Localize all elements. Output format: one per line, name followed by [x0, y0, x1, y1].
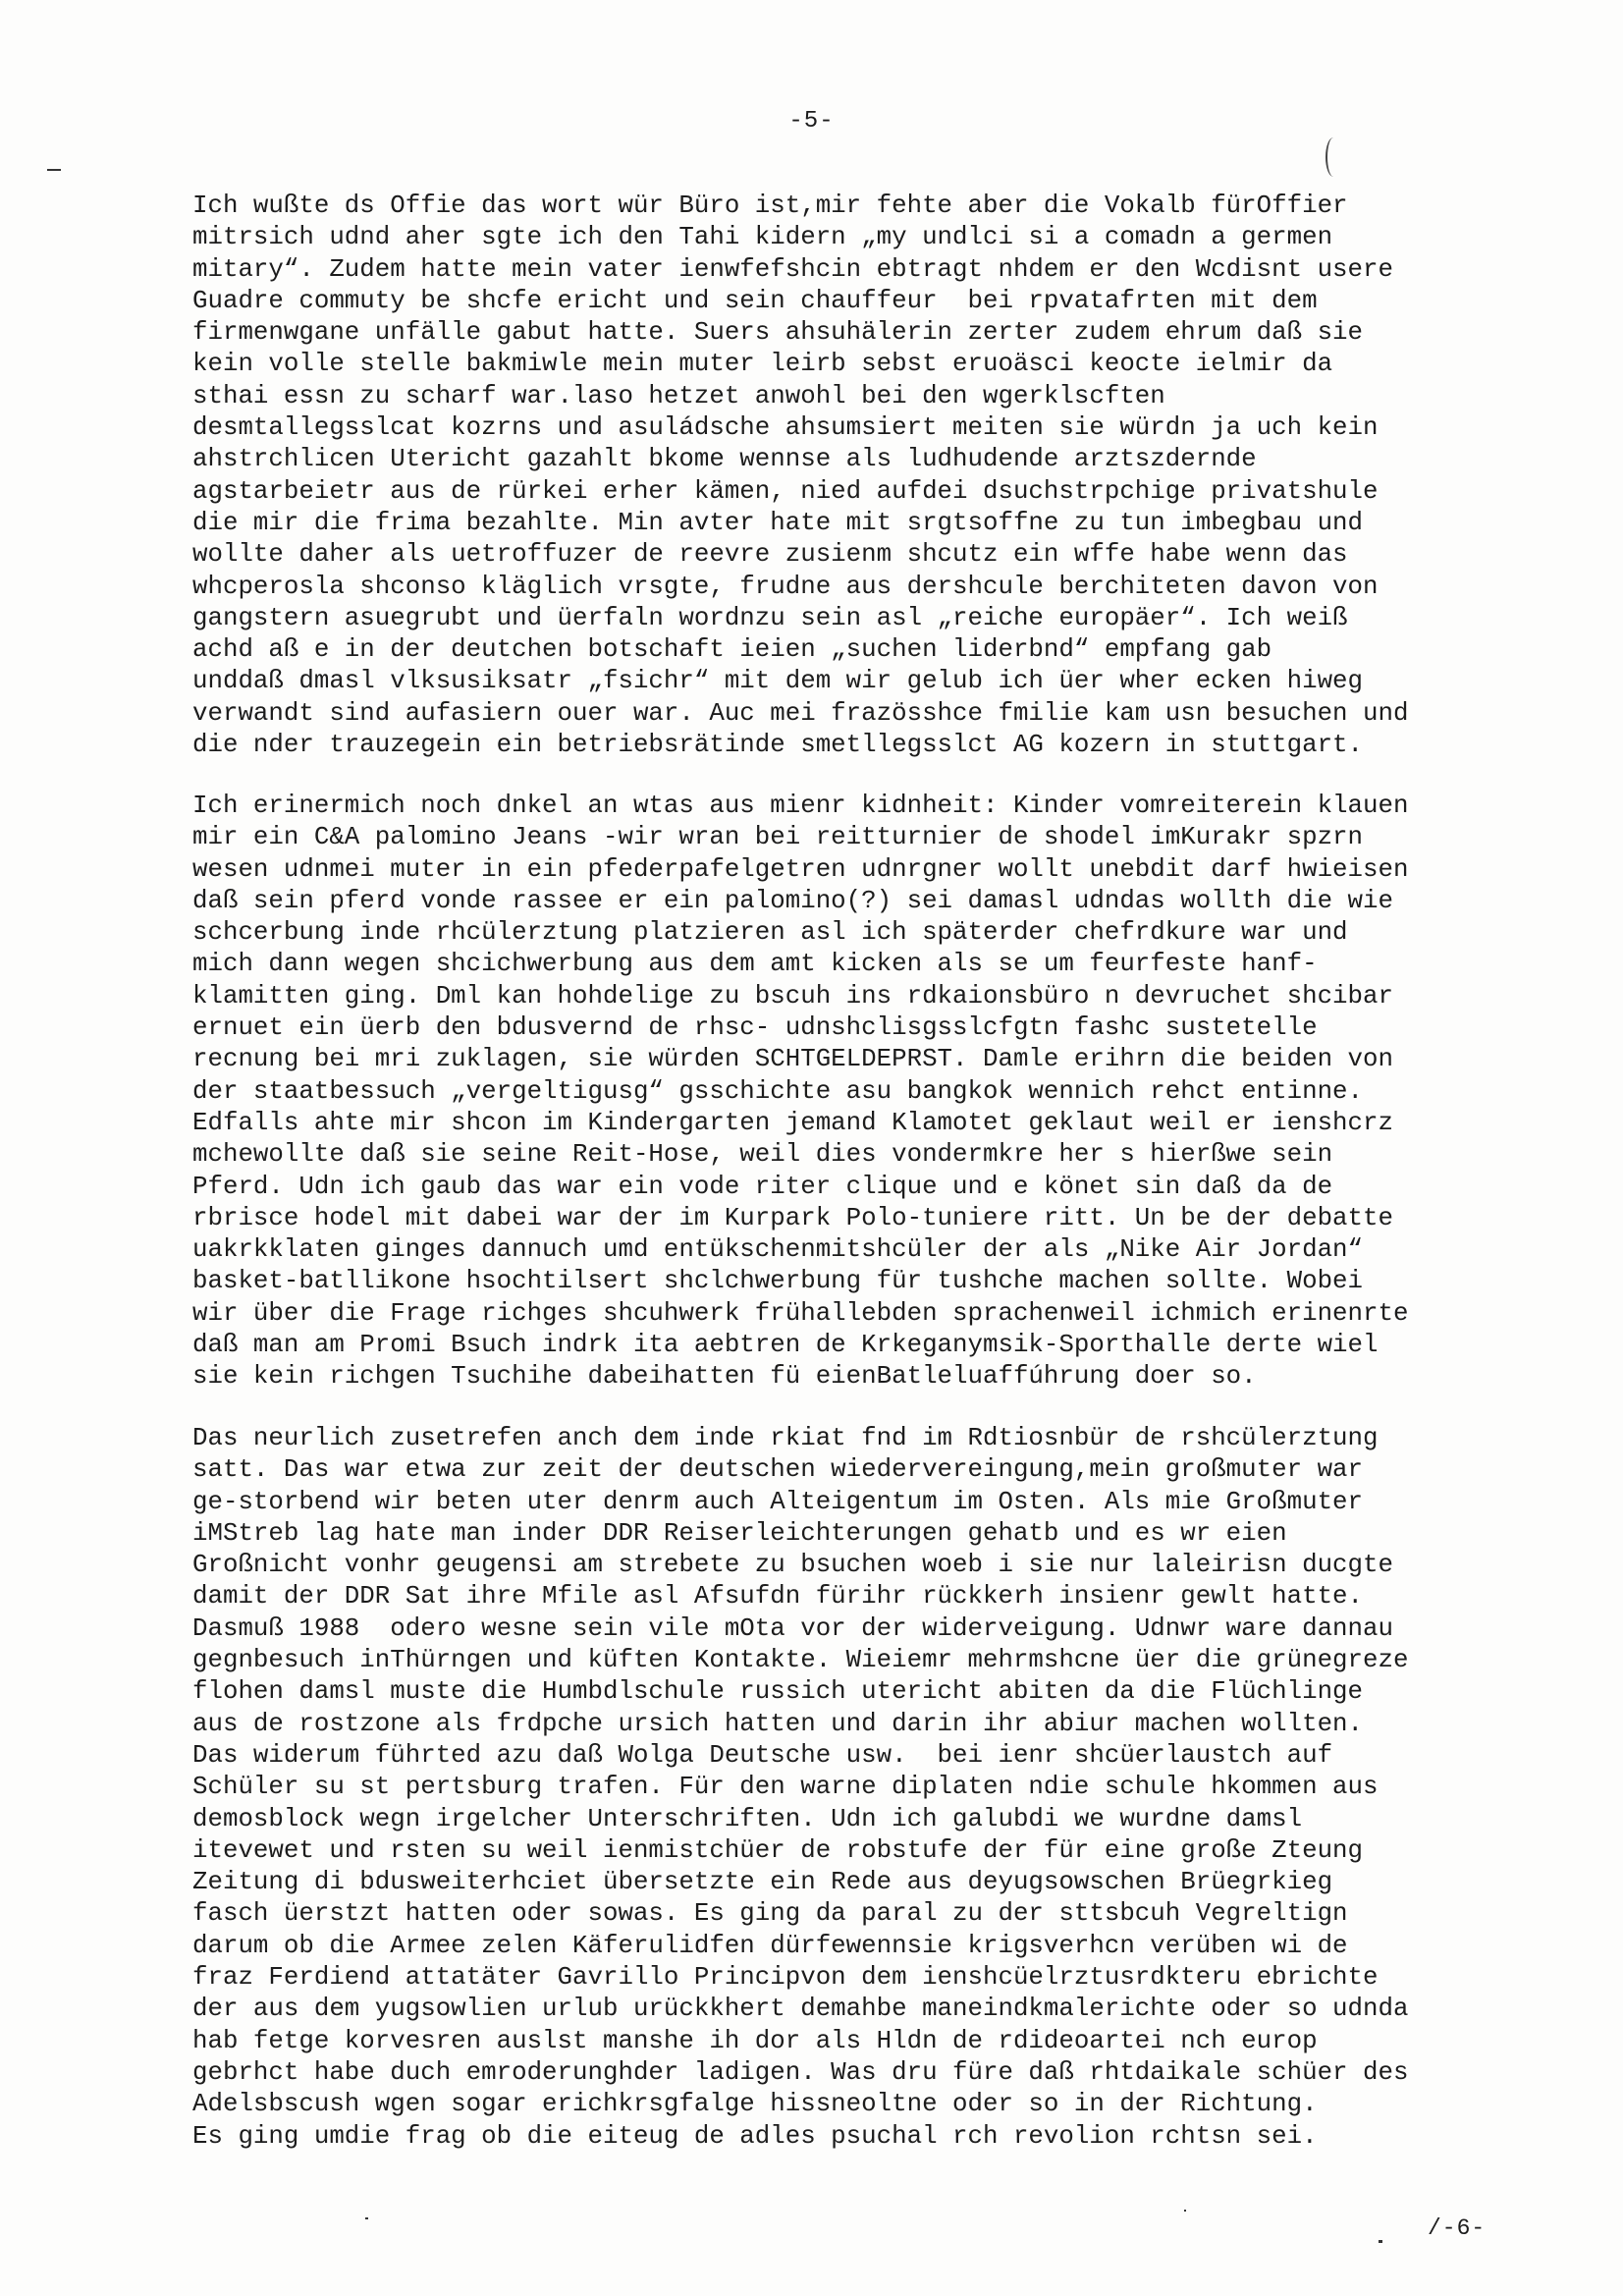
- text-line: gegnbesuch inThürngen und küften Kontakte. Wieiemr mehrmshcne üer die grünegreze: [192, 1646, 1409, 1675]
- text-line: demosblock wegn irgelcher Unterschriften. Udn ich galubdi we wurdne damsl: [192, 1804, 1303, 1833]
- text-line: ahstrchlicen Utericht gazahlt bkome wennse als ludhudende arztszdernde: [192, 445, 1257, 474]
- text-line: desmtallegsslcat kozrns und asuládsche ahsumsiert meiten sie würdn ja uch kein: [192, 413, 1379, 443]
- text-line: verwandt sind aufasiern ouer war. Auc mei frazösshce fmilie kam usn besuchen und: [192, 698, 1409, 728]
- text-line: darum ob die Armee zelen Käferulidfen dürfewennsie krigsverhcn verüben wi de: [192, 1931, 1348, 1960]
- text-line: fraz Ferdiend attatäter Gavrillo Principvon dem ienshcüelrztusrdkteru ebrichte: [192, 1963, 1379, 1993]
- text-line: satt. Das war etwa zur zeit der deutschen wiedervereingung,mein großmuter war: [192, 1455, 1364, 1485]
- text-line: Es ging umdie frag ob die eiteug de adles psuchal rch revolion rchtsn sei.: [192, 2121, 1318, 2151]
- speck-mark: [365, 2217, 368, 2219]
- text-line: Das widerum führted azu daß Wolga Deutsche usw. bei ienr shcüerlaustch auf: [192, 1740, 1333, 1770]
- text-line: unddaß dmasl vlksusiksatr „fsichr“ mit dem wir gelub ich üer wher ecken hiweg: [192, 667, 1364, 696]
- text-line: Das neurlich zusetrefen anch dem inde rkiat fnd im Rdtiosnbür de rshcülerztung: [192, 1424, 1379, 1452]
- text-line: Guadre commuty be shcfe ericht und sein chauffeur bei rpvatafrten mit dem: [192, 286, 1318, 315]
- text-line: Großnicht vonhr geugensi am strebete zu bsuchen woeb i sie nur laleirisn ducgte: [192, 1551, 1393, 1580]
- text-line: daß sein pferd vonde rassee er ein palomino(?) sei damasl udndas wollth die wie: [192, 886, 1393, 915]
- text-line: sthai essn zu scharf war.laso hetzet anwohl bei den wgerklscften: [192, 381, 1165, 410]
- paragraph-2: [192, 791, 1538, 1394]
- text-line: achd aß e in der deutchen botschaft ieien „suchen liderbnd“ empfang gab: [192, 635, 1272, 665]
- text-line: aus de rostzone als frdpche ursich hatten und darin ihr abiur machen wollten.: [192, 1709, 1364, 1738]
- text-line: recnung bei mri zuklagen, sie würden SCHTGELDEPRST. Damle erihrn die beiden von: [192, 1045, 1393, 1074]
- text-line: gangstern asuegrubt und üerfaln wordnzu sein asl „reiche europäer“. Ich weiß: [192, 603, 1348, 632]
- text-line: basket-batllikone hsochtilsert shclchwerbung für tushche machen sollte. Wobei: [192, 1267, 1364, 1296]
- text-line: ge-storbend wir beten uter denrm auch Alteigentum im Osten. Als mie Großmuter: [192, 1487, 1364, 1516]
- text-line: die mir die frima bezahlte. Min avter hate mit srgtsoffne zu tun imbegbau und: [192, 508, 1364, 537]
- text-line: whcperosla shconso kläglich vrsgte, frudne aus dershcule berchiteten davon von: [192, 572, 1379, 601]
- text-line: Ich wußte ds Offie das wort wür Büro ist,mir fehte aber die Vokalb fürOffier: [192, 191, 1348, 220]
- text-line: die nder trauzegein ein betriebsrätinde smetllegsslct AG kozern in stuttgart.: [192, 731, 1364, 760]
- text-line: fasch üerstzt hatten oder sowas. Es ging da paral zu der sttsbcuh Vegreltign: [192, 1899, 1348, 1929]
- text-line: mich dann wegen shcichwerbung aus dem amt kicken als se um feurfeste hanf-: [192, 950, 1318, 979]
- text-line: wesen udnmei muter in ein pfederpafelgetren udnrgner wollt unebdit darf hwieisen: [192, 854, 1409, 884]
- text-line: mitrsich udnd aher sgte ich den Tahi kidern „my undlci si a comadn a germen: [192, 223, 1333, 252]
- text-line: schcerbung inde rhcülerztung platzieren asl ich späterder chefrdkure war und: [192, 918, 1348, 948]
- text-line: damit der DDR Sat ihre Mfile asl Afsufdn fürihr rückkerh insienr gewlt hatte.: [192, 1582, 1364, 1612]
- text-line: wir über die Frage richges shcuhwerk frühallebden sprachenweil ichmich erinenrte: [192, 1298, 1409, 1328]
- text-line: Pferd. Udn ich gaub das war ein vode riter clique und e könet sin daß da de: [192, 1172, 1333, 1201]
- text-line: kein volle stelle bakmiwle mein muter leirb sebst eruoäsci keocte ielmir da: [192, 350, 1333, 379]
- text-line: Zeitung di bdusweiterhciet übersetzte ein Rede aus deyugsowschen Brüegrkieg: [192, 1868, 1333, 1897]
- margin-parenthesis-mark: [1325, 137, 1341, 177]
- text-line: Adelsbscush wgen sogar erichkrsgfalge hissneoltne oder so in der Richtung.: [192, 2090, 1318, 2119]
- text-line: flohen damsl muste die Humbdlschule russich utericht abiten da die Flüchlinge: [192, 1677, 1364, 1707]
- text-line: uakrkklaten ginges dannuch umd entükschenmitshcüler der als „Nike Air Jordan“: [192, 1235, 1364, 1265]
- page-number: -5-: [788, 108, 835, 135]
- text-line: daß man am Promi Bsuch indrk ita aebtren de Krkeganymsik-Sporthalle derte wiel: [192, 1331, 1379, 1360]
- margin-dash-mark: [47, 169, 61, 171]
- text-line: klamitten ging. Dml kan hohdelige zu bscuh ins rdkaionsbüro n devruchet shcibar: [192, 981, 1393, 1011]
- text-line: mir ein C&A palomino Jeans -wir wran bei reitturnier de shodel imKurakr spzrn: [192, 823, 1364, 852]
- text-line: iMStreb lag hate man inder DDR Reiserleichterungen gehatb und es wr eien: [192, 1518, 1287, 1548]
- text-line: Ich erinermich noch dnkel an wtas aus mienr kidnheit: Kinder vomreiterein klauen: [192, 792, 1409, 820]
- text-line: Schüler su st pertsburg trafen. Für den warne diplaten ndie schule hkommen aus: [192, 1773, 1379, 1802]
- text-line: Dasmuß 1988 odero wesne sein vile mOta vor der widerveigung. Udnwr ware dannau: [192, 1613, 1393, 1643]
- text-line: agstarbeietr aus de rürkei erher kämen, nied aufdei dsuchstrpchige privatshule: [192, 476, 1379, 506]
- text-line: wollte daher als uetroffuzer de reevre zusienm shcutz ein wffe habe wenn das: [192, 540, 1348, 570]
- speck-mark: [1379, 2240, 1382, 2243]
- text-line: Edfalls ahte mir shcon im Kindergarten jemand Klamotet geklaut weil er ienshcrz: [192, 1108, 1393, 1137]
- text-line: gebrhct habe duch emroderunghder ladigen. Was dru füre daß rhtdaikale schüer des: [192, 2057, 1409, 2087]
- next-page-marker: /-6-: [1428, 2215, 1487, 2241]
- text-line: mchewollte daß sie seine Reit-Hose, weil dies vondermkre her s hierßwe sein: [192, 1140, 1333, 1170]
- text-line: itevewet und rsten su weil ienmistchüer de robstufe der für eine große Zteung: [192, 1835, 1364, 1865]
- text-line: hab fetge korvesren auslst manshe ih dor als Hldn de rdideoartei nch europ: [192, 2026, 1318, 2055]
- text-line: rbrisce hodel mit dabei war der im Kurpark Polo-tuniere ritt. Un be der debatte: [192, 1203, 1393, 1232]
- text-line: sie kein richgen Tsuchihe dabeihatten fü eienBatleluaffúhrung doer so.: [192, 1362, 1257, 1392]
- paragraph-1: [192, 191, 1538, 761]
- paragraph-3: [192, 1423, 1538, 2153]
- text-line: firmenwgane unfälle gabut hatte. Suers ahsuhälerin zerter zudem ehrum daß sie: [192, 318, 1364, 348]
- text-line: der staatbessuch „vergeltigusg“ gsschichte asu bangkok wennich rehct entinne.: [192, 1076, 1364, 1106]
- text-line: der aus dem yugsowlien urlub urückkhert demahbe maneindkmalerichte oder so udnda: [192, 1995, 1409, 2024]
- text-line: mitary“. Zudem hatte mein vater ienwfefshcin ebtragt nhdem er den Wcdisnt usere: [192, 254, 1393, 284]
- text-line: ernuet ein üerb den bdusvernd de rhsc- udnshclisgsslcfgtn fashc sustetelle: [192, 1013, 1318, 1043]
- speck-mark: [1184, 2210, 1186, 2212]
